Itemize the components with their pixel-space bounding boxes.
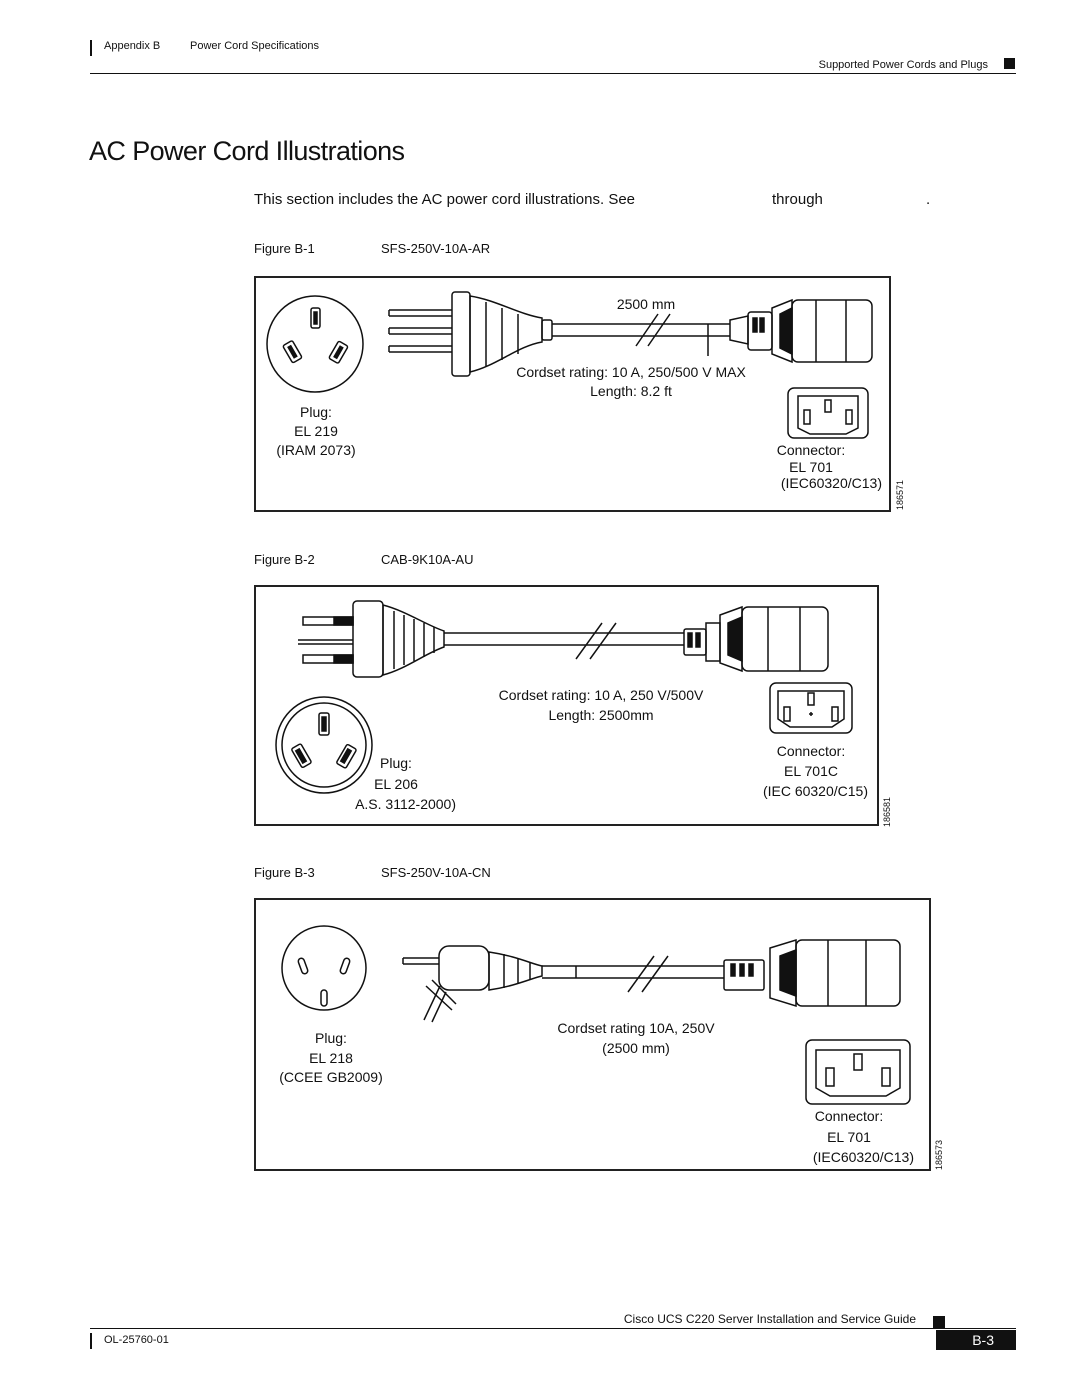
figure-3-number: 186573 bbox=[934, 1139, 944, 1170]
figure-1-connector-label: Connector: bbox=[776, 442, 846, 458]
figure-3-connector-label: Connector: bbox=[814, 1108, 884, 1124]
header-corner-mark bbox=[1004, 58, 1015, 69]
cable-icon bbox=[542, 956, 724, 992]
header-section: Supported Power Cords and Plugs bbox=[818, 59, 988, 71]
header-left-rule bbox=[90, 40, 92, 56]
figure-1-caption: SFS-250V-10A-AR bbox=[381, 241, 491, 256]
figure-2-plug-code: EL 206 bbox=[374, 776, 418, 792]
figure-3-label: Figure B-3 bbox=[254, 865, 315, 880]
figure-3-rating: Cordset rating 10A, 250V bbox=[557, 1020, 715, 1036]
figure-3-plug-standard: (CCEE GB2009) bbox=[279, 1069, 383, 1085]
connector-face-icon bbox=[770, 683, 852, 733]
figure-2-plug-standard: A.S. 3112-2000) bbox=[355, 796, 456, 812]
figure-1-plug-standard: (IRAM 2073) bbox=[276, 442, 356, 458]
figure-3-caption: SFS-250V-10A-CN bbox=[381, 865, 491, 880]
figure-1-rating: Cordset rating: 10 A, 250/500 V MAX bbox=[516, 364, 746, 380]
figure-1-plug-code: EL 219 bbox=[294, 423, 338, 439]
cable-icon bbox=[552, 314, 730, 356]
figure-1-plug-label: Plug: bbox=[300, 404, 332, 420]
page-number: B-3 bbox=[936, 1330, 1016, 1350]
figure-1-connector-code: EL 701 bbox=[789, 459, 833, 475]
connector-side-icon bbox=[730, 300, 872, 362]
connector-face-icon bbox=[788, 388, 868, 438]
figure-3-connector-standard: (IEC60320/C13) bbox=[812, 1149, 914, 1165]
connector-side-icon bbox=[684, 607, 828, 671]
intro-through: through bbox=[772, 191, 823, 208]
figure-1-length: Length: 8.2 ft bbox=[590, 383, 672, 399]
figure-3-length: (2500 mm) bbox=[602, 1040, 670, 1056]
figure-2-connector-code: EL 701C bbox=[784, 763, 838, 779]
figure-1-number: 186571 bbox=[895, 479, 905, 510]
intro-text: This section includes the AC power cord illustrations. See bbox=[254, 191, 636, 208]
footer-left-rule bbox=[90, 1333, 92, 1349]
footer-doc-number: OL-25760-01 bbox=[104, 1334, 169, 1346]
figure-2-plug-label: Plug: bbox=[380, 755, 412, 771]
figure-3-plug-label: Plug: bbox=[315, 1030, 347, 1046]
header-chapter: Power Cord Specifications bbox=[190, 40, 320, 52]
header-appendix: Appendix B bbox=[104, 40, 161, 52]
figure-1-connector-standard: (IEC60320/C13) bbox=[780, 475, 882, 491]
intro-period: . bbox=[926, 191, 931, 208]
plug-face-icon bbox=[267, 296, 363, 392]
figure-2-connector-label: Connector: bbox=[776, 743, 846, 759]
plug-side-icon bbox=[403, 946, 542, 1022]
cable-icon bbox=[444, 623, 684, 659]
figure-1-label: Figure B-1 bbox=[254, 241, 315, 256]
footer-guide-title: Cisco UCS C220 Server Installation and Service Guide bbox=[623, 1312, 916, 1326]
figure-2-connector-standard: (IEC 60320/C15) bbox=[762, 783, 868, 799]
figure-2-label: Figure B-2 bbox=[254, 552, 315, 567]
figure-2-number: 186581 bbox=[882, 796, 892, 827]
footer-corner-mark bbox=[933, 1316, 945, 1328]
figure-3-connector-code: EL 701 bbox=[827, 1129, 871, 1145]
plug-side-icon bbox=[298, 601, 444, 677]
header-rule bbox=[90, 73, 1016, 74]
page-title: AC Power Cord Illustrations bbox=[89, 136, 405, 166]
figure-3-plug-code: EL 218 bbox=[309, 1050, 353, 1066]
figure-2-length: Length: 2500mm bbox=[548, 707, 654, 723]
footer-rule bbox=[90, 1328, 1016, 1329]
figure-1-box bbox=[254, 276, 905, 512]
figure-3-box bbox=[254, 898, 944, 1171]
figure-2-box bbox=[254, 585, 892, 827]
figure-1-length-mm: 2500 mm bbox=[616, 296, 676, 312]
plug-face-icon bbox=[282, 926, 366, 1010]
connector-side-icon bbox=[724, 940, 900, 1006]
figure-2-rating: Cordset rating: 10 A, 250 V/500V bbox=[498, 687, 704, 703]
figure-2-caption: CAB-9K10A-AU bbox=[381, 552, 474, 567]
connector-face-icon bbox=[806, 1040, 910, 1104]
